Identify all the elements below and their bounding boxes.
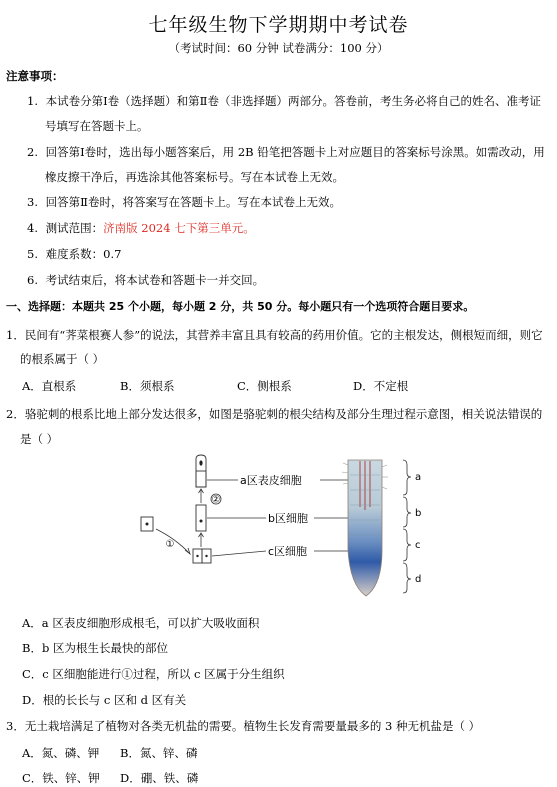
exam-title: 七年级生物下学期期中考试卷 [148, 14, 409, 36]
zone-b-label: b [415, 508, 422, 519]
single-cell [141, 517, 153, 531]
question-3-option-d: D．硼、铁、磷 [120, 771, 199, 785]
question-3-option-b: B．氮、锌、磷 [120, 746, 198, 760]
question-2-stem-line-2: 是（ ） [20, 432, 59, 446]
notice-text: 本试卷分第Ⅰ卷（选择题）和第Ⅱ卷（非选择题）两部分。答卷前，考生务必将自己的姓名、准考证 [45, 94, 541, 108]
zone-a-label: a [415, 472, 422, 483]
notice-text: 测试范围： [45, 221, 104, 235]
step-2-label: ② [211, 494, 221, 506]
notice-number: 1. [27, 94, 38, 108]
b-zone-label: b区细胞 [268, 512, 308, 525]
notice-text: 回答第Ⅱ卷时，将答案写在答题卡上。写在本试卷上无效。 [45, 195, 341, 209]
root-tip-diagram [165, 455, 430, 603]
question-3-option-c: C．铁、锌、钾 [22, 771, 100, 785]
notice-number: 2. [27, 145, 38, 159]
notice-text: 回答第Ⅰ卷时，选出每小题答案后，用 2B 铅笔把答题卡上对应题目的答案标号涂黑。如需改动，用 [45, 145, 545, 159]
notice-text: 考试结束后，将本试卷和答题卡一并交回。 [45, 273, 265, 287]
c-zone-label: c区细胞 [268, 545, 308, 558]
notice-number: 3. [27, 195, 38, 209]
zone-braces [403, 460, 411, 593]
question-2-option-b: B．b 区为根生长最快的部位 [22, 641, 168, 655]
notice-number: 4. [27, 221, 38, 235]
zone-c-label: c [415, 540, 421, 551]
question-3-option-a: A．氮、磷、钾 [22, 746, 100, 760]
notice-item-1-line-2: 号填写在答题卡上。 [45, 119, 149, 133]
question-1-option-a: A．直根系 [22, 379, 77, 393]
notice-heading: 注意事项： [6, 69, 64, 83]
section-heading: 一、选择题：本题共 25 个小题，每小题 2 分，共 50 分。每小题只有一个选项符合题目要求。 [6, 300, 475, 313]
notice-item-3 [27, 194, 341, 210]
notice-item-2-line-1 [27, 144, 545, 160]
notice-item-2-line-2: 橡皮擦干净后，再选涂其他答案标号。写在本试卷上无效。 [45, 170, 344, 184]
question-1-option-d: D．不定根 [353, 379, 409, 393]
test-scope-highlight: 济南版 2024 七下第三单元。 [103, 221, 255, 235]
root-tip-illustration [342, 460, 388, 596]
a-zone-label: a区表皮细胞 [240, 474, 302, 487]
question-1-stem-line-2: 的根系属于（ ） [20, 352, 105, 366]
dividing-cells [193, 549, 211, 563]
question-1-option-b: B．须根系 [120, 379, 175, 393]
notice-item-5 [27, 246, 121, 262]
question-2-option-d: D．根的长长与 c 区和 d 区有关 [22, 693, 187, 707]
step-1-label: ① [165, 539, 175, 550]
question-1-stem-line-1: 1．民间有“荠菜根赛人参”的说法，其营养丰富且具有较高的药用价值。它的主根发达，侧根短而细，则它 [6, 328, 543, 342]
notice-item-4 [27, 220, 255, 236]
notice-number: 6. [27, 273, 38, 287]
question-1-option-c: C．侧根系 [237, 379, 292, 393]
elongating-cell [196, 505, 206, 531]
question-2-option-a: A．a 区表皮细胞形成根毛，可以扩大吸收面积 [22, 616, 260, 630]
notice-item-6 [27, 272, 264, 288]
question-3-stem: 3．无土栽培满足了植物对各类无机盐的需要。植物生长发育需要量最多的 3 种无机盐是（ ） [6, 719, 481, 733]
notice-item-1-line-1 [27, 93, 541, 109]
question-2-stem-line-1: 2．骆驼刺的根系比地上部分发达很多，如图是骆驼刺的根尖结构及部分生理过程示意图，相关说法错误的 [6, 407, 543, 421]
notice-number: 5. [27, 247, 38, 261]
zone-d-label: d [415, 574, 422, 585]
notice-text: 难度系数：0.7 [45, 247, 122, 261]
exam-subtitle: （考试时间：60 分钟 试卷满分：100 分） [168, 41, 389, 55]
root-hair-cell [196, 455, 206, 487]
question-2-option-c: C．c 区细胞能进行①过程，所以 c 区属于分生组织 [22, 667, 285, 681]
